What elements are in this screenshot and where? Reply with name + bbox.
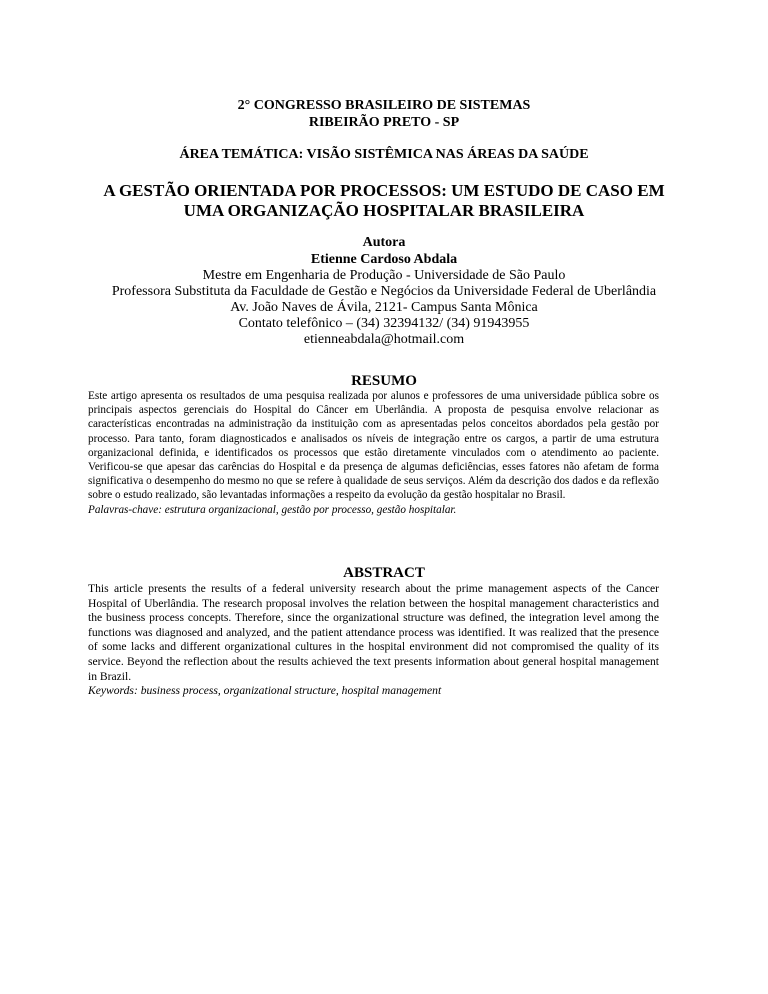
congress-location: RIBEIRÃO PRETO - SP [308,115,460,130]
author-role: Autora [362,235,406,250]
author-affiliation-1: Mestre em Engenharia de Produção - Universidade de São Paulo [202,268,566,283]
congress-name: 2° CONGRESSO BRASILEIRO DE SISTEMAS [237,98,531,113]
author-affiliation-2: Professora Substituta da Faculdade de Gestão e Negócios da Universidade Federal de Uberlândia [111,284,657,299]
abstract-heading: ABSTRACT [343,565,425,581]
resumo-body: Este artigo apresenta os resultados de uma pesquisa realizada por alunos e professores de uma universidade pública sobre os principais aspectos gerenciais do Hospital do Câncer em Uberlândia. A proposta de pesquisa envolve relacionar as características encontradas na administração da instituição com as apresentadas pelos conceitos abordados pela gestão por processo. Para tanto, foram diagnosticados e analisados os níveis de integração entre os cargos, a partir de uma estrutura organizacional definida, e identificados os processos que estão diretamente vinculados com o atendimento ao paciente. Verificou-se que apesar das carências do Hospital e da presença de algumas deficiências, esses fatores não afetam de forma significativa o desempenho do mesmo no que se refere à qualidade de seus serviços. Além da descrição dos dados e da reflexão sobre o estudo realizado, são levantadas informações a respeito da evolução da gestão hospitalar no Brasil. [88,390,659,502]
thematic-area: ÁREA TEMÁTICA: VISÃO SISTÊMICA NAS ÁREAS DA SAÚDE [179,147,589,162]
author-address: Av. João Naves de Ávila, 2121- Campus Santa Mônica [230,300,538,315]
resumo-section [88,389,659,517]
abstract-section [88,582,659,699]
paper-title-line2: UMA ORGANIZAÇÃO HOSPITALAR BRASILEIRA [183,201,585,220]
author-phone: Contato telefônico – (34) 32394132/ (34) 91943955 [238,316,530,331]
paper-title-line1: A GESTÃO ORIENTADA POR PROCESSOS: UM ESTUDO DE CASO EM [103,181,665,200]
abstract-body: This article presents the results of a federal university research about the prime management aspects of the Cancer Hospital of Uberlândia. The research proposal involves the relation between the hospital management characteristics and the business process concepts. Therefore, since the organizational structure was defined, the integration level among the functions was diagnosed and analyzed, and the patient attendance process was identified. It was realized that the presence of some lacks and different organizational cultures in the hospital environment did not compromised the quality of its service. Beyond the reflection about the results achieved the text presents information about general hospital management in Brazil. [88,582,659,683]
author-name: Etienne Cardoso Abdala [310,252,458,267]
resumo-keywords: Palavras-chave: estrutura organizacional, gestão por processo, gestão hospitalar. [88,503,457,516]
author-email: etienneabdala@hotmail.com [303,332,465,347]
abstract-keywords: Keywords: business process, organizational structure, hospital management [88,684,442,698]
resumo-heading: RESUMO [351,373,417,389]
